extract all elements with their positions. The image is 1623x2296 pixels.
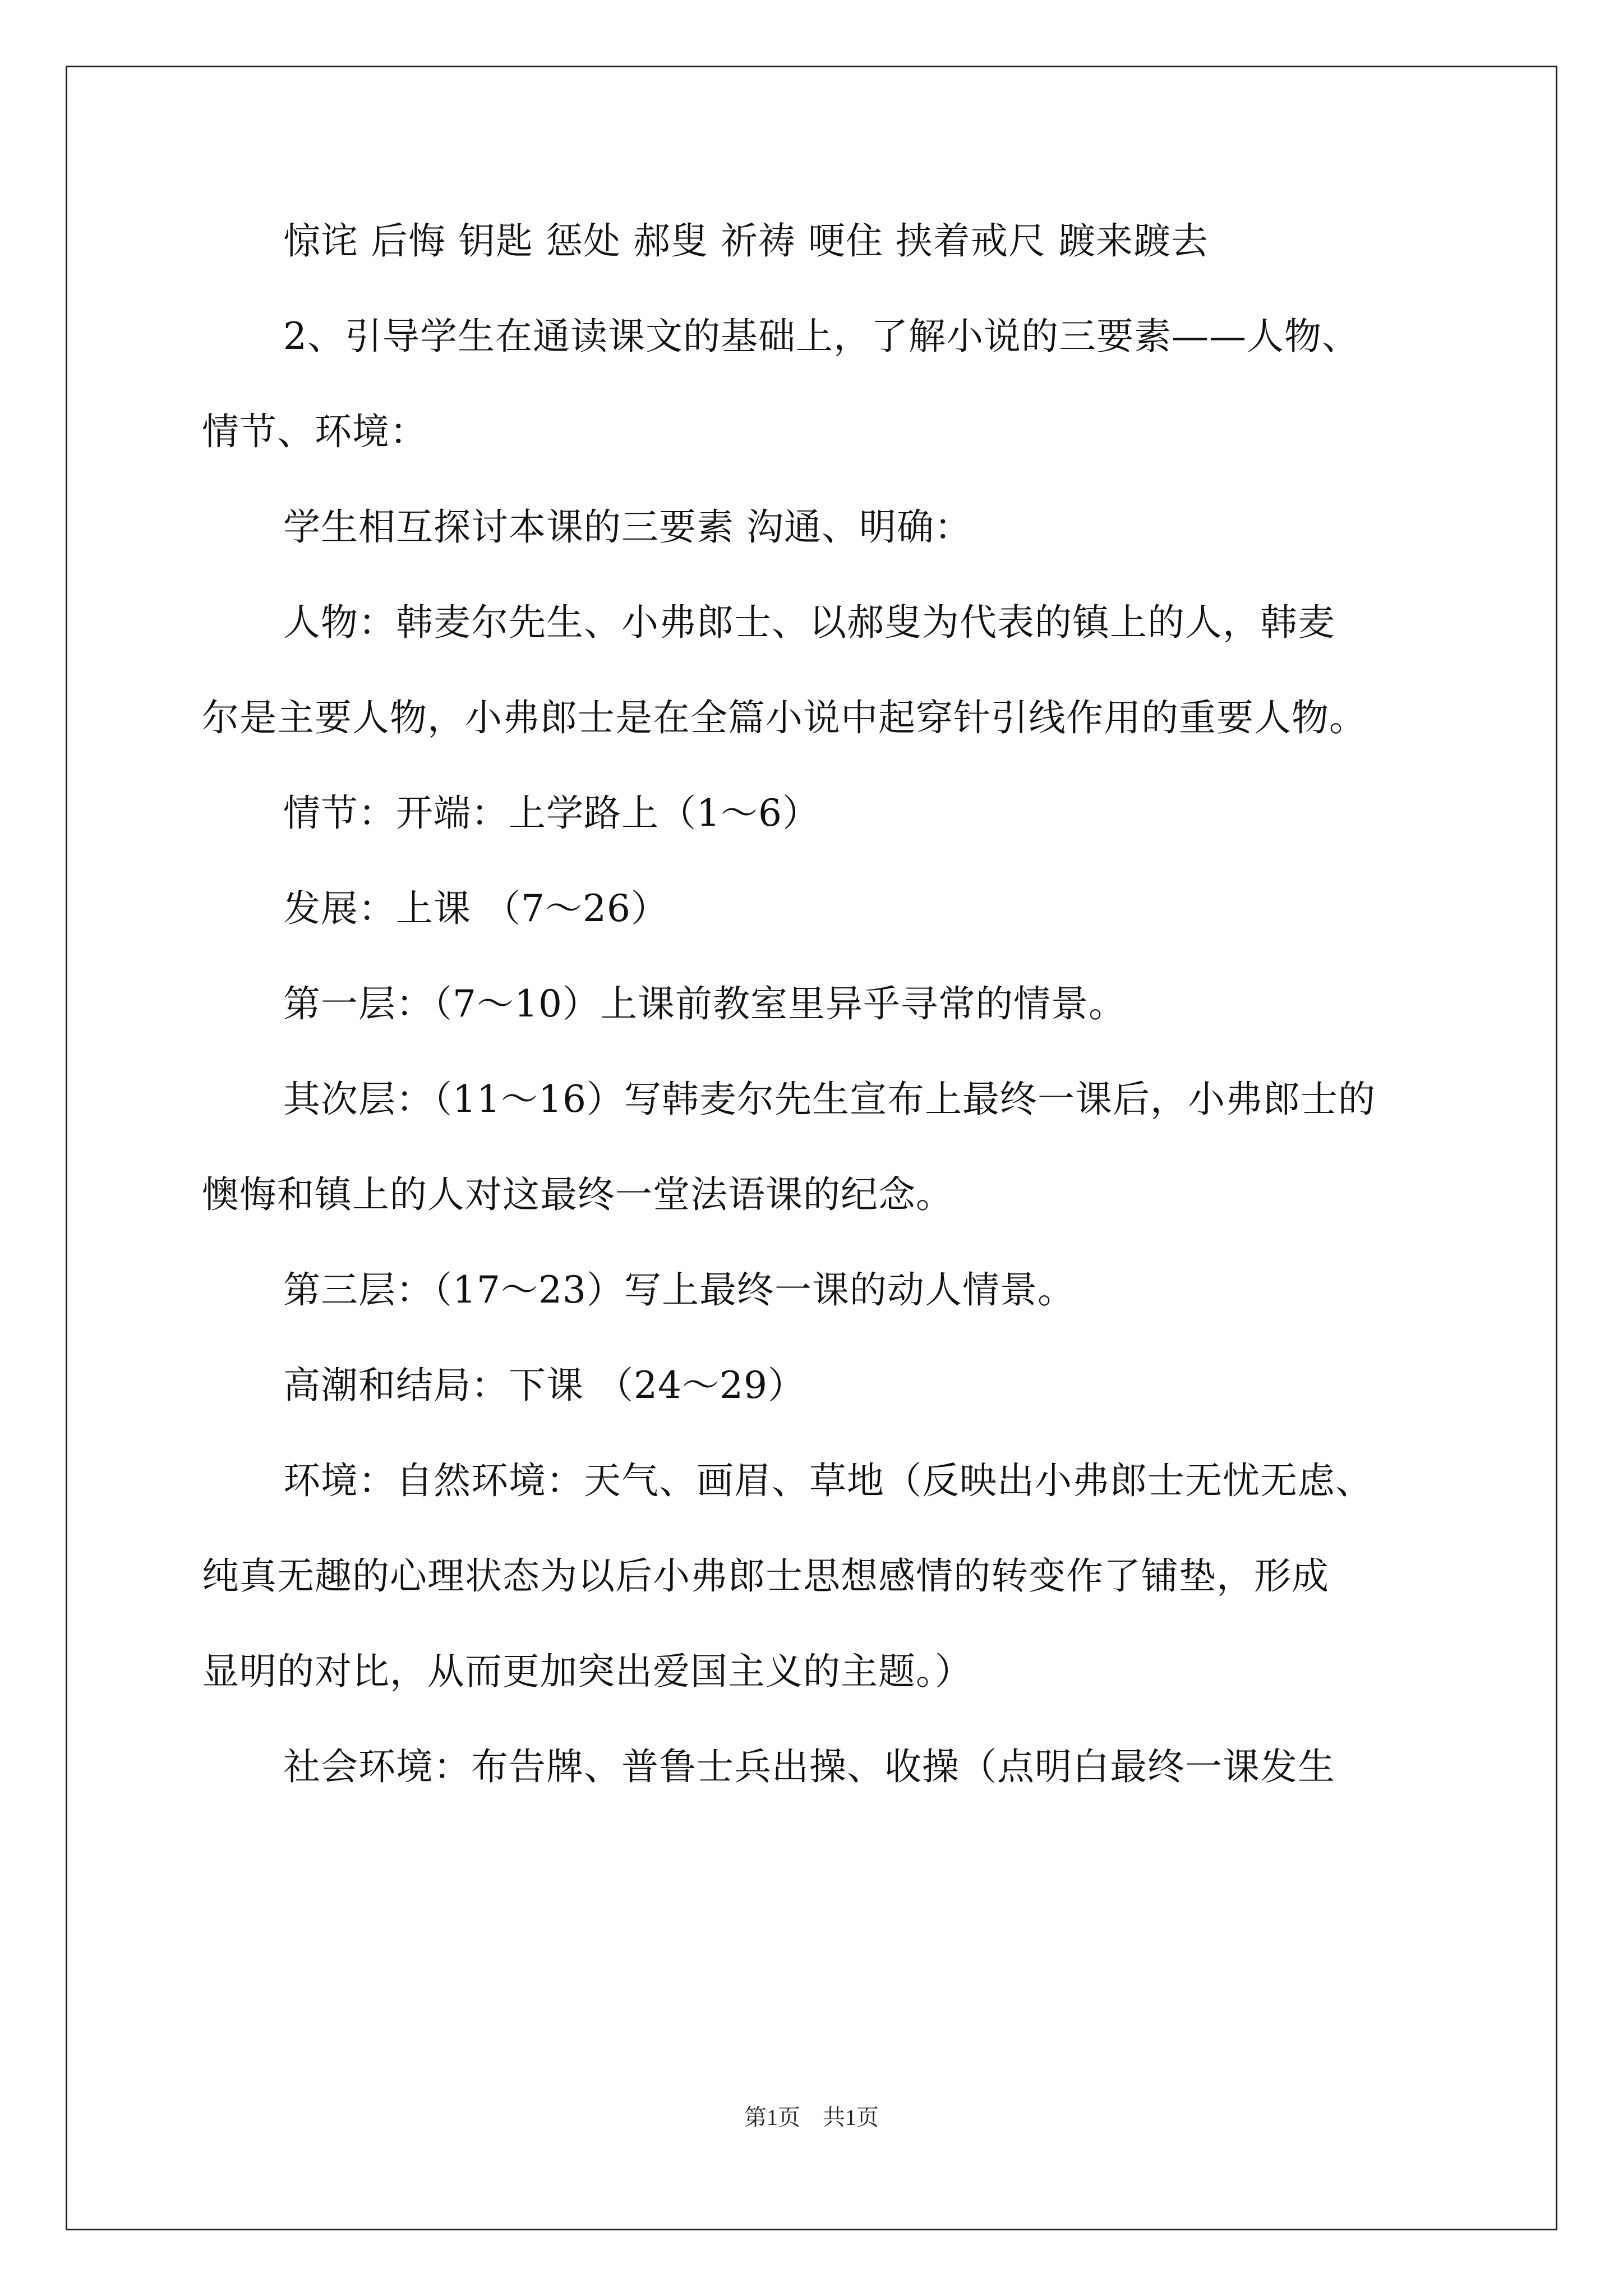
text-line: 纯真无趣的心理状态为以后小弗郎士思想感情的转变作了铺垫，形成	[202, 1554, 1329, 1598]
text-line: 其次层：（11～16）写韩麦尔先生宣布上最终一课后，小弗郎士的	[283, 1078, 1376, 1121]
text-line: 发展：上课 （7～26）	[283, 887, 668, 930]
text-line: 学生相互探讨本课的三要素 沟通、明确：	[283, 505, 972, 549]
text-line: 2、引导学生在通读课文的基础上，了解小说的三要素——人物、	[283, 315, 1359, 358]
text-line: 人物：韩麦尔先生、小弗郎士、以郝叟为代表的镇上的人，韩麦	[283, 601, 1335, 644]
text-line: 第三层：（17～23）写上最终一课的动人情景。	[283, 1268, 1075, 1312]
text-line: 环境：自然环境：天气、画眉、草地（反映出小弗郎士无忧无虑、	[283, 1459, 1373, 1502]
text-line: 惊诧 后悔 钥匙 惩处 郝叟 祈祷 哽住 挟着戒尺 踱来踱去	[283, 219, 1209, 263]
text-line: 情节、环境：	[202, 410, 427, 453]
text-line: 懊悔和镇上的人对这最终一堂法语课的纪念。	[202, 1173, 953, 1216]
text-line: 第一层：（7～10）上课前教室里异乎寻常的情景。	[283, 982, 1126, 1025]
text-line: 尔是主要人物，小弗郎士是在全篇小说中起穿针引线作用的重要人物。	[202, 696, 1367, 739]
text-line: 情节：开端：上学路上（1～6）	[283, 792, 820, 835]
page-number-footer: 第1页 共1页	[744, 2105, 879, 2130]
text-line: 显明的对比，从而更加突出爱国主义的主题。）	[202, 1650, 972, 1693]
text-line: 社会环境：布告牌、普鲁士兵出操、收操（点明白最终一课发生	[283, 1745, 1335, 1788]
page-border	[66, 66, 1557, 2230]
text-line: 高潮和结局：下课 （24～29）	[283, 1364, 805, 1407]
